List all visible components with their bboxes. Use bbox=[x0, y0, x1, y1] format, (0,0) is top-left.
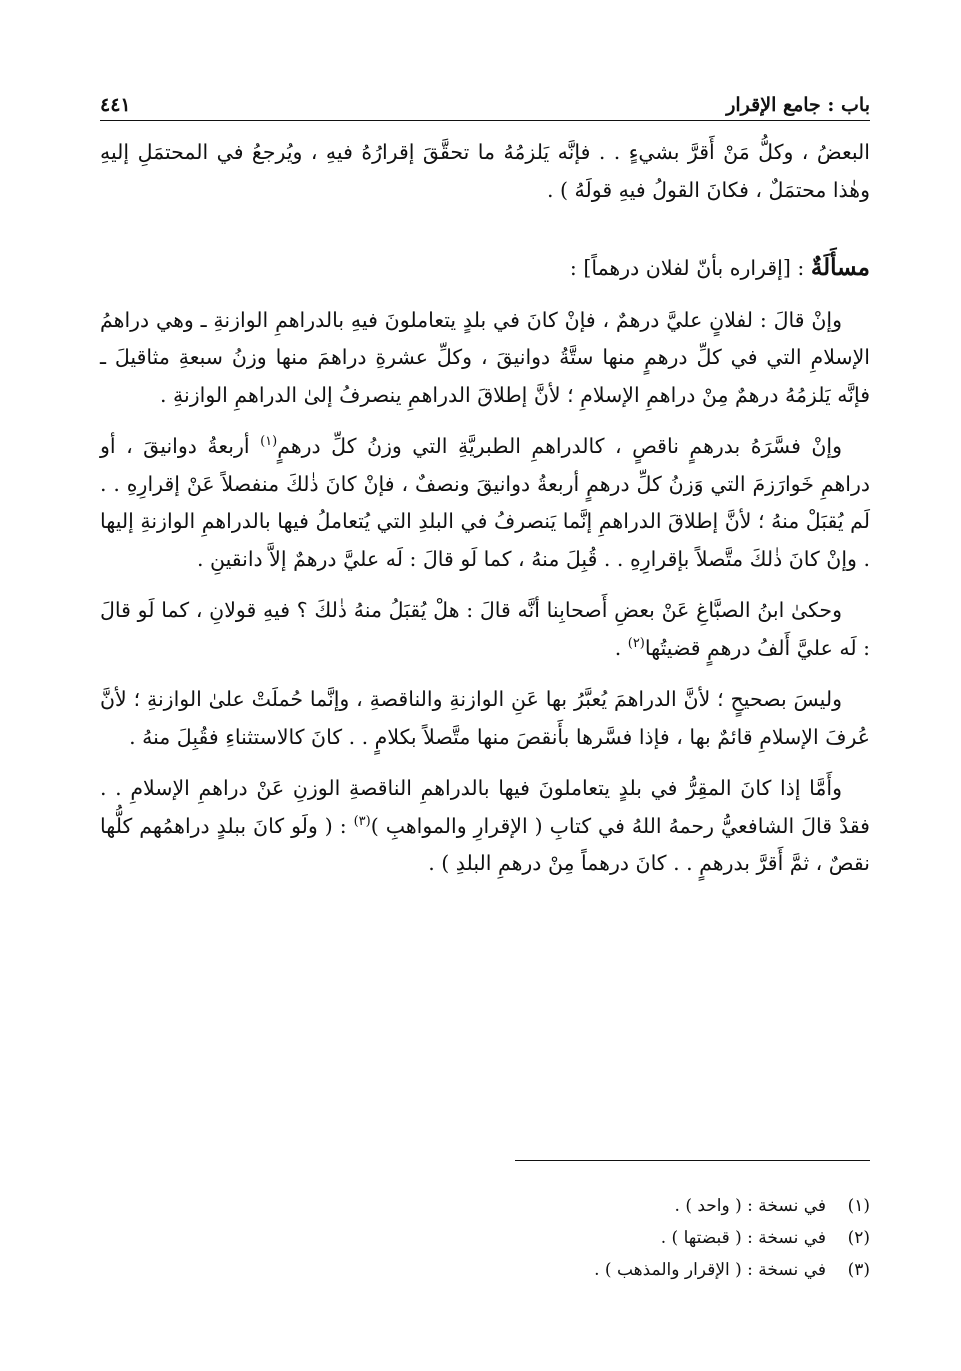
paragraph-2-part-b: أربعةُ دوانيقَ ، أو دراهمِ خَوارَزمَ التي وَزنُ كلِّ درهمٍ أربعةُ دوانيقَ ونصفٌ ، فإنْ كانَ ذٰلكَ منفصلاً عَنْ إقرارِهِ . . لَم يُقبَلْ منهُ ؛ لأنَّ إطلاقَ الدراهمِ إنَّما يَنصرفُ في البلدِ التي يُتعاملُ فيها بالدراهمِ الوازنةِ إليها . وإنْ كانَ ذٰلكَ متَّصلاً بإقرارِهِ . . قُبِلَ منهُ ، كما لَو قالَ : لَه عليَّ درهمٌ إلاَّ دانقينِ . bbox=[100, 434, 870, 571]
main-text bbox=[100, 134, 870, 897]
paragraph-5-part-a: وأَمَّا إذا كانَ المقِرُّ في بلدٍ يتعاملونَ فيها بالدراهمِ الناقصةِ الوزنِ عَنْ دراهمِ الإسلامِ . . فقدْ قالَ الشافعيُّ رحمهُ اللهُ في كتابِ ( الإقرارِ والمواهبِ ) bbox=[100, 776, 870, 838]
footnote-text: في نسخة : ( الإقرار والمذهب ) . bbox=[594, 1260, 826, 1280]
footnote-number: (٣) bbox=[847, 1260, 870, 1280]
paragraph-3-part-a: وحكىٰ ابنُ الصبَّاغِ عَنْ بعضِ أَصحابِنا أنَّه قالَ : هلْ يُقبَلُ منهُ ذٰلكَ ؟ فيهِ قولانِ ، كما لَو قالَ : لَه عليَّ أَلفُ درهمٍ قضيتُها bbox=[100, 598, 870, 660]
issue-heading bbox=[100, 249, 870, 288]
footnote-divider bbox=[515, 1160, 870, 1161]
paragraph-2 bbox=[100, 428, 870, 578]
footnote-3 bbox=[100, 1254, 870, 1286]
paragraph-2-part-a: وإنْ فسَّرَهُ بدرهمٍ ناقصٍ ، كالدراهمِ الطبريَّةِ التي وزنُ كلِّ درهمٍ bbox=[277, 434, 843, 458]
footnotes bbox=[100, 1190, 870, 1286]
footnote-number: (١) bbox=[847, 1196, 870, 1216]
continuation-line-2: إليهِ وهٰذا محتمَلٌ ، فكانَ القولُ فيهِ قولَهُ ) . bbox=[100, 140, 870, 202]
footnote-text: في نسخة : ( قبضتها ) . bbox=[660, 1228, 826, 1248]
issue-title: : [إقراره بأنّ لفلان درهماً] : bbox=[569, 256, 811, 280]
running-head bbox=[100, 86, 870, 116]
footnote-1 bbox=[100, 1190, 870, 1222]
paragraph-3-part-b: . bbox=[614, 635, 628, 660]
footnote-ref-3[interactable]: (٣) bbox=[353, 813, 371, 829]
continuation-paragraph bbox=[100, 134, 870, 209]
paragraph-1: وإنْ قالَ : لفلانٍ عليَّ درهمٌ ، فإنْ كانَ في بلدٍ يتعاملونَ فيهِ بالدراهمِ الوازنةِ ـ وهي دراهمُ الإسلامِ التي في كلِّ درهمٍ منها ستَّةُ دوانيقَ ، وكلِّ عشرةِ دراهمَ منها وزنُ سبعةِ مثاقيلَ ـ فإنَّه يَلزمُهُ درهمٌ مِنْ دراهمِ الإسلامِ ؛ لأنَّ إطلاقَ الدراهمِ ينصرفُ إلىٰ الدراهمِ الوازنةِ . bbox=[100, 307, 870, 407]
paragraph-4: وليسَ بصحيحٍ ؛ لأنَّ الدراهمَ يُعبَّرُ بها عَنِ الوازنةِ والناقصةِ ، وإنَّما حُملَتْ علىٰ الوازنةِ ؛ لأنَّ عُرفَ الإسلامِ قائمٌ بها ، فإذا فسَّرها بأَنقصَ منها متَّصلاً بكلامٍ . . كانَ كالاستثناءِ فقُبِلَ منهُ . bbox=[100, 687, 870, 749]
page-number: ٤٤١ bbox=[100, 94, 131, 116]
footnote-ref-2[interactable]: (٢) bbox=[627, 635, 645, 651]
header-divider bbox=[100, 120, 870, 121]
continuation-line-1: البعضُ ، وكلُّ مَنْ أَقرَّ بشيءٍ . . فإنَّه يَلزمُهُ ما تحقَّقَ إقرارُهُ فيهِ ، ويُرجعُ في المحتمَلِ bbox=[137, 140, 870, 164]
paragraph-3 bbox=[100, 592, 870, 667]
footnote-number: (٢) bbox=[847, 1228, 870, 1248]
paragraph-5 bbox=[100, 770, 870, 883]
paragraph-5-part-b: : ( ولَو كانَ ببلدٍ دراهمُهم كلُّها نقصٌ ، ثمَّ أَقرَّ بدرهمٍ . . كانَ درهماً مِنْ درهمِ البلدِ ) . bbox=[100, 813, 870, 875]
footnote-ref-1[interactable]: (١) bbox=[260, 434, 278, 450]
chapter-title: باب : جامع الإقرار bbox=[726, 94, 870, 116]
footnote-text: في نسخة : ( واحد ) . bbox=[674, 1196, 826, 1216]
issue-label: مسأَلَةٌ bbox=[810, 254, 870, 281]
footnote-2 bbox=[100, 1222, 870, 1254]
